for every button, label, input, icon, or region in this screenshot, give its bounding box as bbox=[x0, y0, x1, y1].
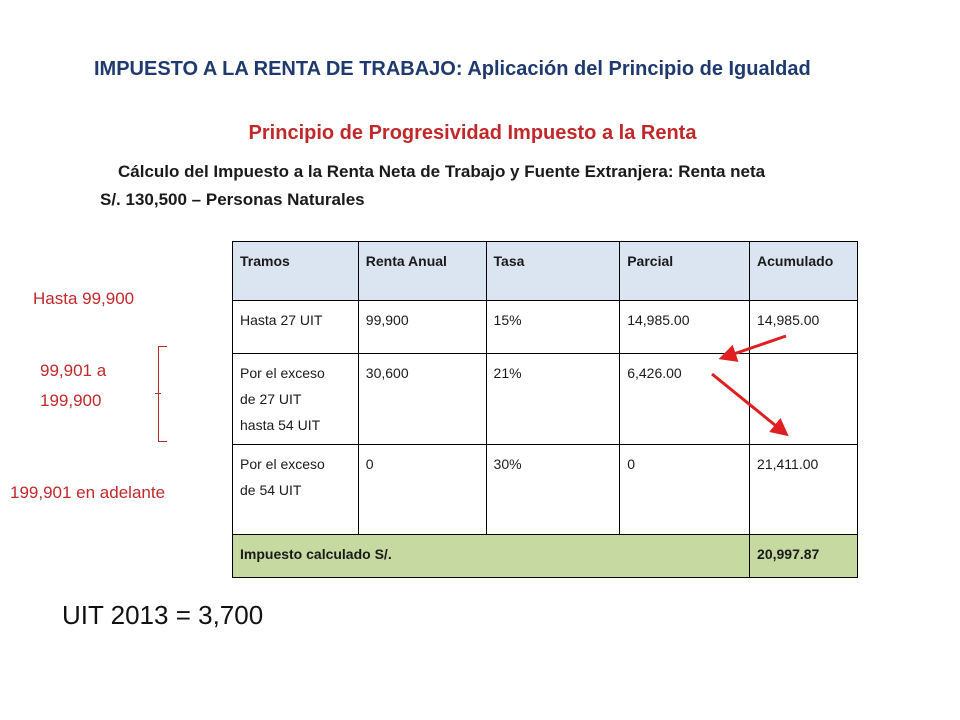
cell-tramo-line: Por el exceso bbox=[240, 365, 325, 381]
cell-tramo-line: Por el exceso bbox=[240, 456, 325, 472]
cell-renta: 99,900 bbox=[358, 301, 486, 354]
cell-acumulado: 21,411.00 bbox=[750, 445, 858, 535]
total-value: 20,997.87 bbox=[750, 535, 858, 578]
cell-parcial: 14,985.00 bbox=[620, 301, 750, 354]
cell-renta: 30,600 bbox=[358, 354, 486, 445]
cell-tramo-line: de 27 UIT bbox=[240, 391, 302, 407]
header-acumulado: Acumulado bbox=[750, 242, 858, 301]
page-subtitle: Principio de Progresividad Impuesto a la Renta bbox=[248, 122, 697, 144]
tier-label-1: Hasta 99,900 bbox=[33, 289, 135, 308]
tier-label-2-line-2: 199,900 bbox=[40, 391, 102, 410]
header-parcial: Parcial bbox=[620, 242, 750, 301]
uit-note: UIT 2013 = 3,700 bbox=[62, 600, 264, 630]
cell-tramo-line: Hasta 27 UIT bbox=[240, 312, 323, 328]
total-label: Impuesto calculado S/. bbox=[233, 535, 750, 578]
cell-renta: 0 bbox=[358, 445, 486, 535]
page-title: IMPUESTO A LA RENTA DE TRABAJO: Aplicación del Principio de Igualdad bbox=[94, 58, 811, 80]
header-renta-anual: Renta Anual bbox=[358, 242, 486, 301]
arrow-to-parcial bbox=[722, 336, 786, 358]
cell-parcial: 6,426.00 bbox=[620, 354, 750, 445]
tier-label-2-line-1: 99,901 a bbox=[40, 361, 107, 380]
header-tramos: Tramos bbox=[233, 242, 359, 301]
cell-tramo-line: hasta 54 UIT bbox=[240, 417, 321, 433]
cell-tramo-line: de 54 UIT bbox=[240, 482, 302, 498]
cell-parcial: 0 bbox=[620, 445, 750, 535]
arrow-to-acumulado bbox=[712, 374, 786, 434]
cell-acumulado: 14,985.00 bbox=[750, 301, 858, 354]
cell-tasa: 30% bbox=[486, 445, 620, 535]
cell-tasa: 15% bbox=[486, 301, 620, 354]
calculation-line-1: Cálculo del Impuesto a la Renta Neta de Trabajo y Fuente Extranjera: Renta neta bbox=[118, 162, 766, 181]
calculation-line-2: S/. 130,500 – Personas Naturales bbox=[100, 190, 365, 209]
tier-label-3: 199,901 en adelante bbox=[10, 483, 166, 502]
cell-tasa: 21% bbox=[486, 354, 620, 445]
header-tasa: Tasa bbox=[486, 242, 620, 301]
